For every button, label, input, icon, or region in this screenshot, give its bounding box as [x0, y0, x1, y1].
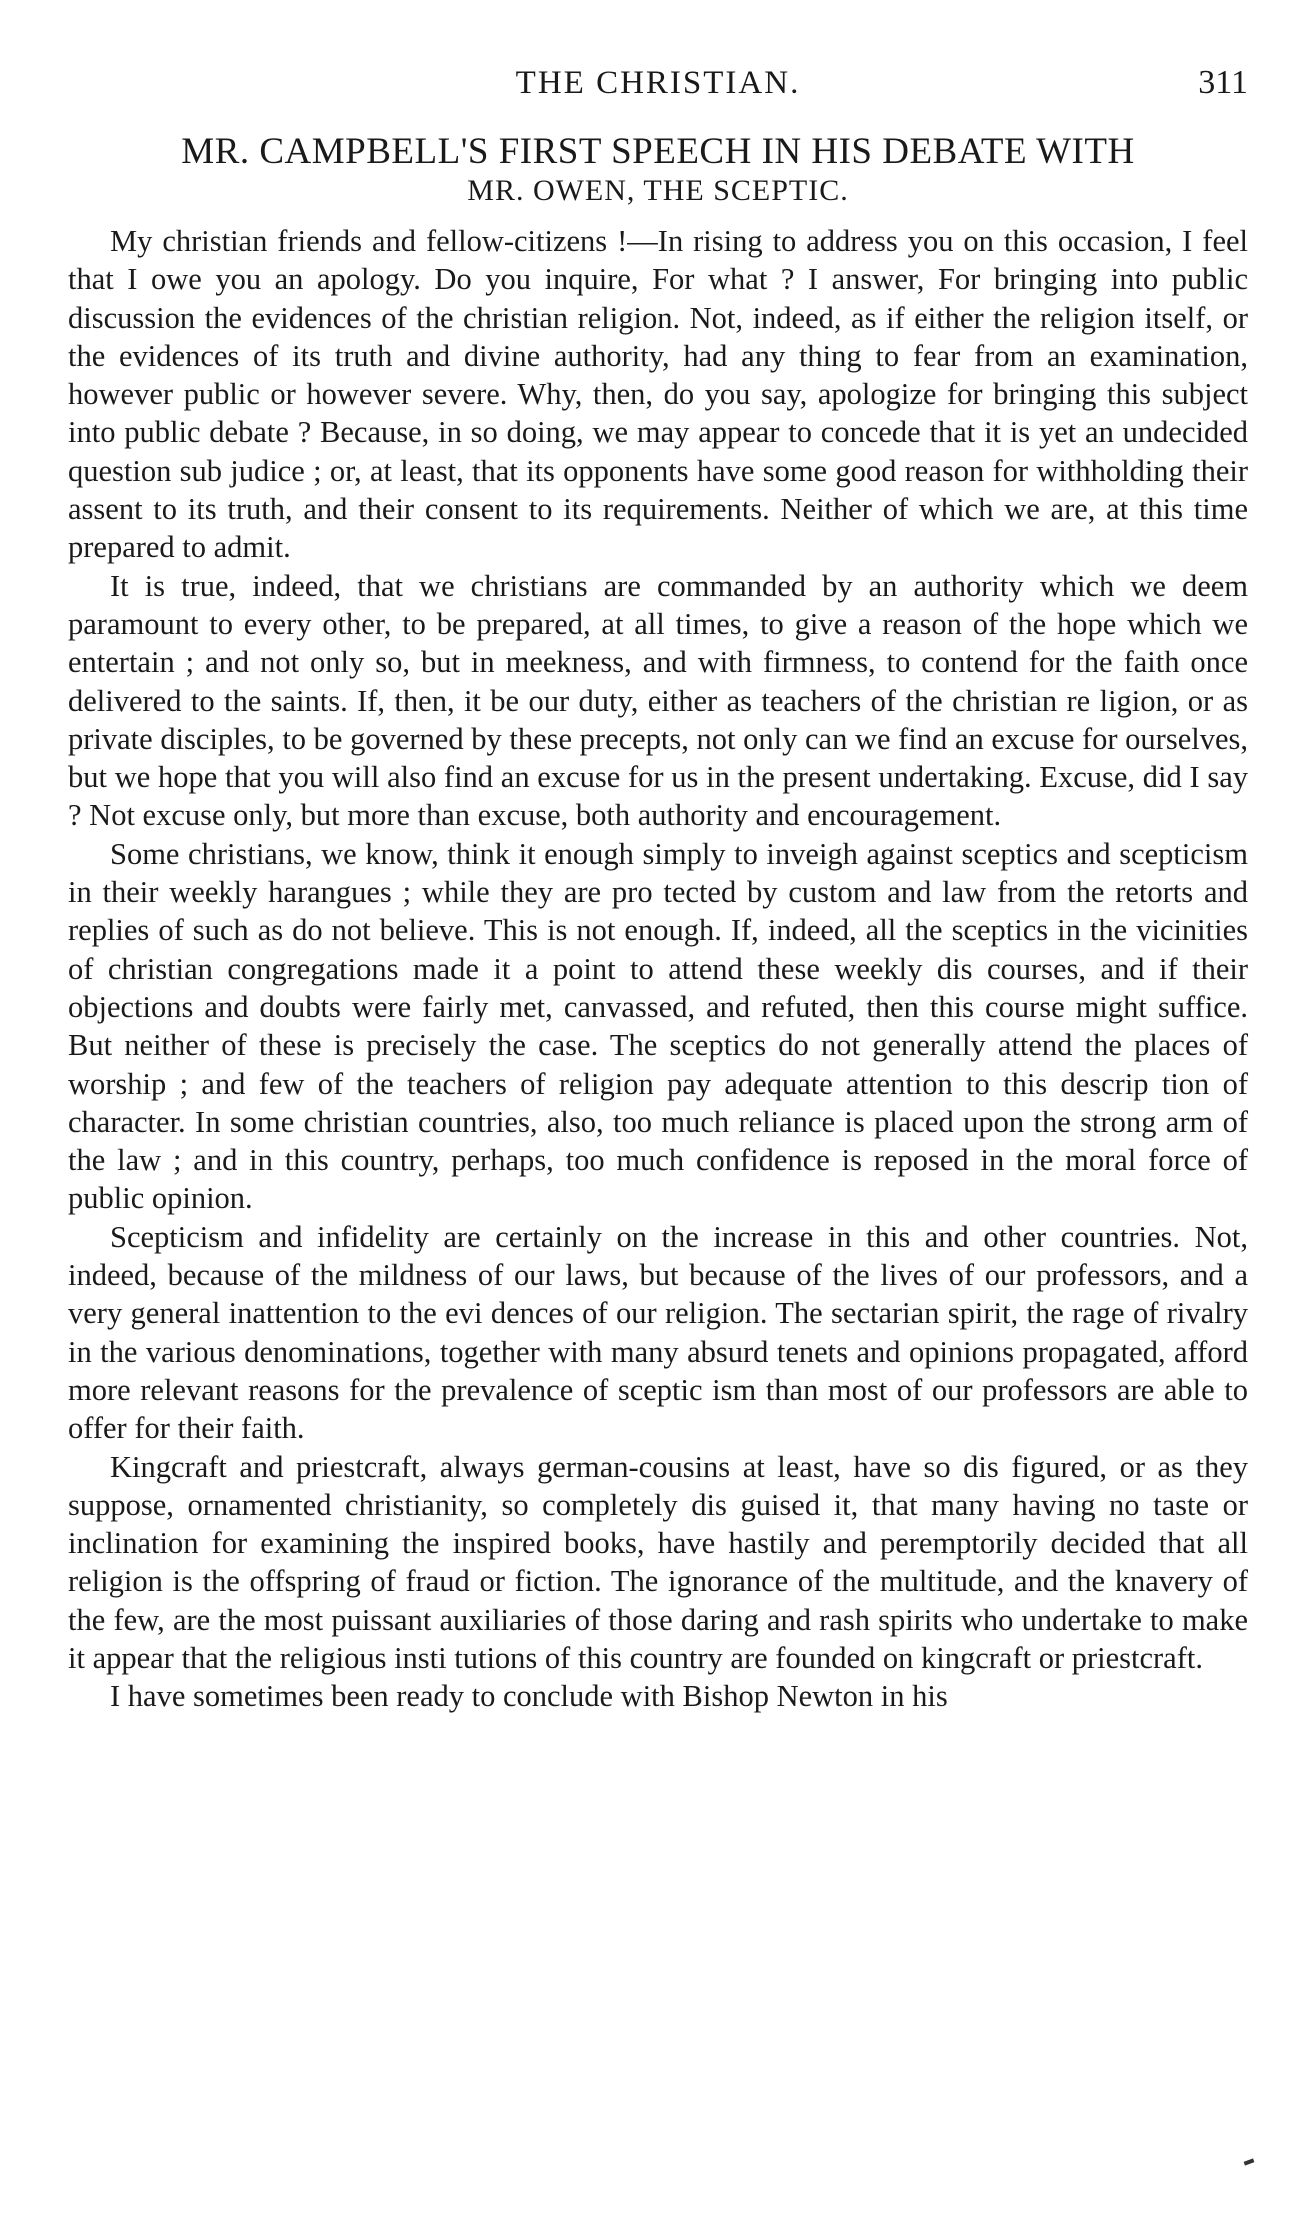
- text-line: Scepticism and infidelity are certainly on the increase in this and other: [110, 1219, 1061, 1254]
- text-line: and few of the teachers of religion pay adequate attention to this descrip: [201, 1066, 1149, 1101]
- running-head: [68, 58, 1248, 108]
- text-line: inspired books, have hastily and peremptorily decided that all religion: [68, 1526, 1248, 1599]
- text-line: of the lives of our professors, and a very general inattention to the evi: [68, 1258, 1248, 1331]
- text-line: what ? I answer, For bringing into public discussion the evidences of: [68, 262, 1248, 335]
- text-line: give a reason of the hope which we entertain ; and not only so, but in: [68, 606, 1248, 680]
- paragraph-2: [68, 567, 1248, 835]
- text-line: excuse only, but more than excuse, both authority and encouragement.: [142, 798, 1002, 833]
- paragraph-5: [68, 1448, 1248, 1678]
- text-line: guised it, that many having no taste or inclination for examining the: [68, 1487, 1249, 1561]
- text-line: tected by custom and law from the retorts and replies of such as do not: [68, 875, 1249, 948]
- text-line: this occasion, I feel that I owe you an apology. Do you inquire, For: [68, 224, 1248, 297]
- text-line: Kingcraft and priestcraft, always german-cousins at least, have so dis: [110, 1449, 999, 1484]
- paragraph-6: [68, 1677, 1248, 1715]
- ink-mark: [1244, 2158, 1255, 2165]
- article-subheading: MR. OWEN, THE SCEPTIC.: [467, 174, 849, 207]
- text-line: Some christians, we know, think it enough simply to inveigh against: [110, 836, 962, 871]
- text-line: doing, we may appear to concede that it is yet an undecided question: [68, 415, 1248, 488]
- text-line: tutions of this country are founded on kingcraft or priestcraft.: [454, 1640, 1203, 1675]
- text-line: evidences of its truth and divine authority, had any thing to fear from an: [119, 338, 1090, 373]
- text-line: is placed upon the strong arm of the law ; and in this country, perhaps,: [68, 1104, 1249, 1178]
- text-line: propagated, afford more relevant reasons for the prevalence of sceptic: [68, 1334, 1248, 1407]
- text-line: sub judice ; or, at least, that its opponents have some good reason for: [179, 453, 1037, 488]
- text-line: is the offspring of fraud or fiction. The ignorance of the multitude, and: [172, 1564, 1068, 1599]
- body-text: [68, 222, 1248, 1716]
- text-line: courses, and if their objections and doubts were fairly met, canvassed, and: [68, 951, 1248, 1024]
- text-line: figured, or as they suppose, ornamented christianity, so completely dis: [68, 1449, 1248, 1522]
- text-line: My christian friends and fellow-citizens !—In rising to address you on: [110, 224, 1004, 258]
- text-line: of christian congregations made it a point to attend these weekly dis: [68, 951, 973, 986]
- text-line: tion of character. In some christian countries, also, too much reliance: [68, 1066, 1249, 1139]
- running-title: THE CHRISTIAN.: [515, 65, 801, 101]
- text-line: I have sometimes been ready to conclude with Bishop Newton in his: [110, 1679, 948, 1714]
- text-line: ligion, or as private disciples, to be governed by these precepts, not only: [68, 683, 1248, 756]
- text-line: Neither of which we are, at this time prepared to admit.: [68, 492, 1248, 565]
- text-line: various denominations, together with many absurd tenets and opinions: [145, 1334, 1023, 1369]
- text-line: countries. Not, indeed, because of the mildness of our laws, but because: [68, 1219, 1248, 1293]
- text-line: sceptics and scepticism in their weekly harangues ; while they are pro: [68, 836, 1248, 910]
- text-line: examination, however public or however severe. Why, then, do you say,: [68, 338, 1248, 412]
- text-line: the saints. If, then, it be our duty, either as teachers of the christian re: [223, 683, 1091, 718]
- text-line: refuted, then this course might suffice. But neither of these is precisely: [68, 989, 1248, 1063]
- text-line: believe. This is not enough. If, indeed, all the sceptics in the vicinities: [379, 913, 1249, 948]
- text-line: the knavery of the few, are the most puissant auxiliaries of those daring: [68, 1564, 1248, 1637]
- text-line: the case. The sceptics do not generally attend the places of worship ;: [68, 1028, 1248, 1101]
- text-line: withholding their assent to its truth, and their consent to its requirements.: [68, 453, 1248, 527]
- page-number: 311: [1198, 64, 1248, 101]
- text-line: It is true, indeed, that we christians are commanded by an authority: [110, 568, 1040, 603]
- article-heading: MR. CAMPBELL'S FIRST SPEECH IN HIS DEBATE WITH: [181, 131, 1135, 172]
- text-line: the christian religion. Not, indeed, as if either the religion itself, or the: [68, 300, 1248, 373]
- text-line: dences of our religion. The sectarian spirit, the rage of rivalry in the: [68, 1296, 1249, 1369]
- text-line: apologize for bringing this subject into public debate ? Because, in so: [68, 377, 1248, 450]
- text-line: too much confidence is reposed in the moral force of public opinion.: [68, 1143, 1249, 1216]
- text-line: and rash spirits who undertake to make it appear that the religious insti: [68, 1602, 1248, 1675]
- text-line: ism than most of our professors are able to offer for their faith.: [68, 1372, 1249, 1446]
- paragraph-1: [68, 222, 1248, 567]
- text-line: an excuse for us in the present undertaking. Excuse, did I say ? Not: [68, 760, 1248, 833]
- paragraph-4: [68, 1218, 1248, 1448]
- text-line: which we deem paramount to every other, to be prepared, at all times, to: [68, 568, 1248, 641]
- text-line: meekness, and with firmness, to contend for the faith once delivered to: [68, 645, 1248, 718]
- text-line: can we find an excuse for ourselves, but we hope that you will also find: [68, 721, 1249, 795]
- paragraph-3: [68, 835, 1248, 1218]
